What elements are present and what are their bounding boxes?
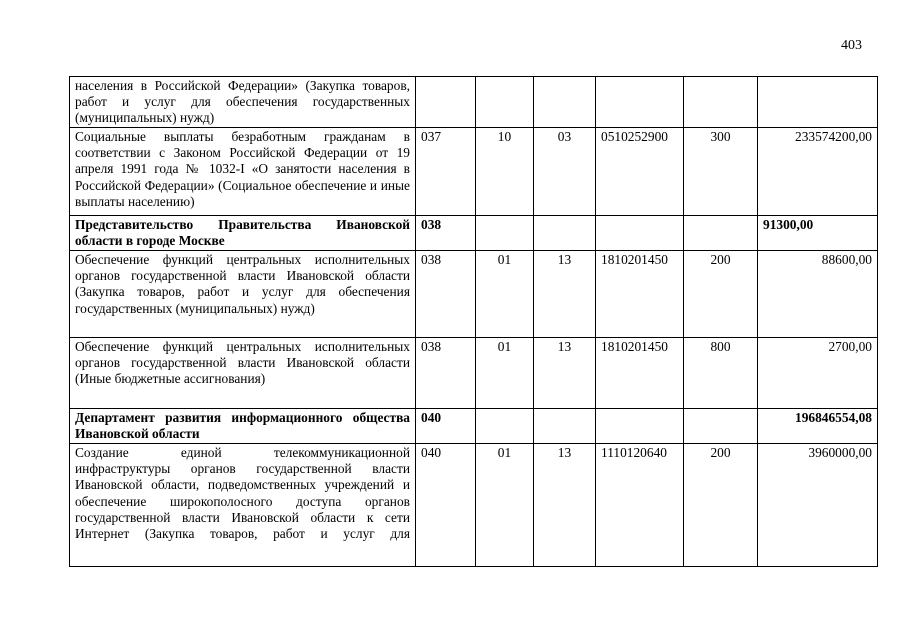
section-code (476, 77, 534, 128)
expenditure-name: Создание единой телекоммуникационной инфраструктуры органов государственной власти Ивановской области, подведомственных учреждений и обеспечение широкополосного доступа органов государственной власти Ивановской области к сети Интернет (Закупка товаров, работ и услуг для (70, 444, 416, 567)
expense-type-code: 300 (684, 128, 758, 216)
amount: 2700,00 (758, 338, 878, 409)
expense-type-code: 200 (684, 251, 758, 338)
expenditure-name: Социальные выплаты безработным гражданам в соответствии с Законом Российской Федерации от 19 апреля 1991 года № 1032-I «О занятости населения в Российской Федерации» (Социальное обеспечение и иные выплаты населению) (70, 128, 416, 216)
expenditure-name: населения в Российской Федерации» (Закупка товаров, работ и услуг для обеспечения государственных (муниципальных) нужд) (70, 77, 416, 128)
target-article-code: 1810201450 (596, 251, 684, 338)
department-code: 038 (416, 338, 476, 409)
subsection-code: 13 (534, 444, 596, 567)
section-code: 01 (476, 444, 534, 567)
amount: 196846554,08 (758, 409, 878, 444)
department-code: 037 (416, 128, 476, 216)
section-code: 01 (476, 251, 534, 338)
expenditure-name: Обеспечение функций центральных исполнительных органов государственной власти Ивановской области (Закупка товаров, работ и услуг для обеспечения государственных (муниципальных) нужд) (70, 251, 416, 338)
table-row (70, 444, 878, 567)
target-article-code: 1810201450 (596, 338, 684, 409)
subsection-code (534, 409, 596, 444)
department-code: 040 (416, 409, 476, 444)
table-row (70, 77, 878, 128)
table-row (70, 128, 878, 216)
expense-type-code (684, 77, 758, 128)
expense-type-code: 200 (684, 444, 758, 567)
subsection-code (534, 77, 596, 128)
table-row (70, 216, 878, 251)
expense-type-code (684, 216, 758, 251)
department-code: 038 (416, 216, 476, 251)
department-code (416, 77, 476, 128)
department-code: 040 (416, 444, 476, 567)
subsection-code: 13 (534, 338, 596, 409)
expense-type-code: 800 (684, 338, 758, 409)
expenditure-name: Департамент развития информационного общества Ивановской области (70, 409, 416, 444)
budget-table (69, 76, 878, 567)
subsection-code: 03 (534, 128, 596, 216)
section-code (476, 409, 534, 444)
expenditure-name: Представительство Правительства Ивановской области в городе Москве (70, 216, 416, 251)
amount: 3960000,00 (758, 444, 878, 567)
subsection-code (534, 216, 596, 251)
section-code: 10 (476, 128, 534, 216)
amount: 88600,00 (758, 251, 878, 338)
amount (758, 77, 878, 128)
budget-table-body (70, 77, 878, 567)
target-article-code: 1110120640 (596, 444, 684, 567)
expenditure-name: Обеспечение функций центральных исполнительных органов государственной власти Ивановской области (Иные бюджетные ассигнования) (70, 338, 416, 409)
amount: 91300,00 (758, 216, 878, 251)
target-article-code (596, 409, 684, 444)
section-code: 01 (476, 338, 534, 409)
target-article-code: 0510252900 (596, 128, 684, 216)
expense-type-code (684, 409, 758, 444)
target-article-code (596, 216, 684, 251)
table-row (70, 409, 878, 444)
section-code (476, 216, 534, 251)
table-row (70, 338, 878, 409)
table-row (70, 251, 878, 338)
page-number: 403 (841, 38, 862, 53)
subsection-code: 13 (534, 251, 596, 338)
target-article-code (596, 77, 684, 128)
department-code: 038 (416, 251, 476, 338)
amount: 233574200,00 (758, 128, 878, 216)
